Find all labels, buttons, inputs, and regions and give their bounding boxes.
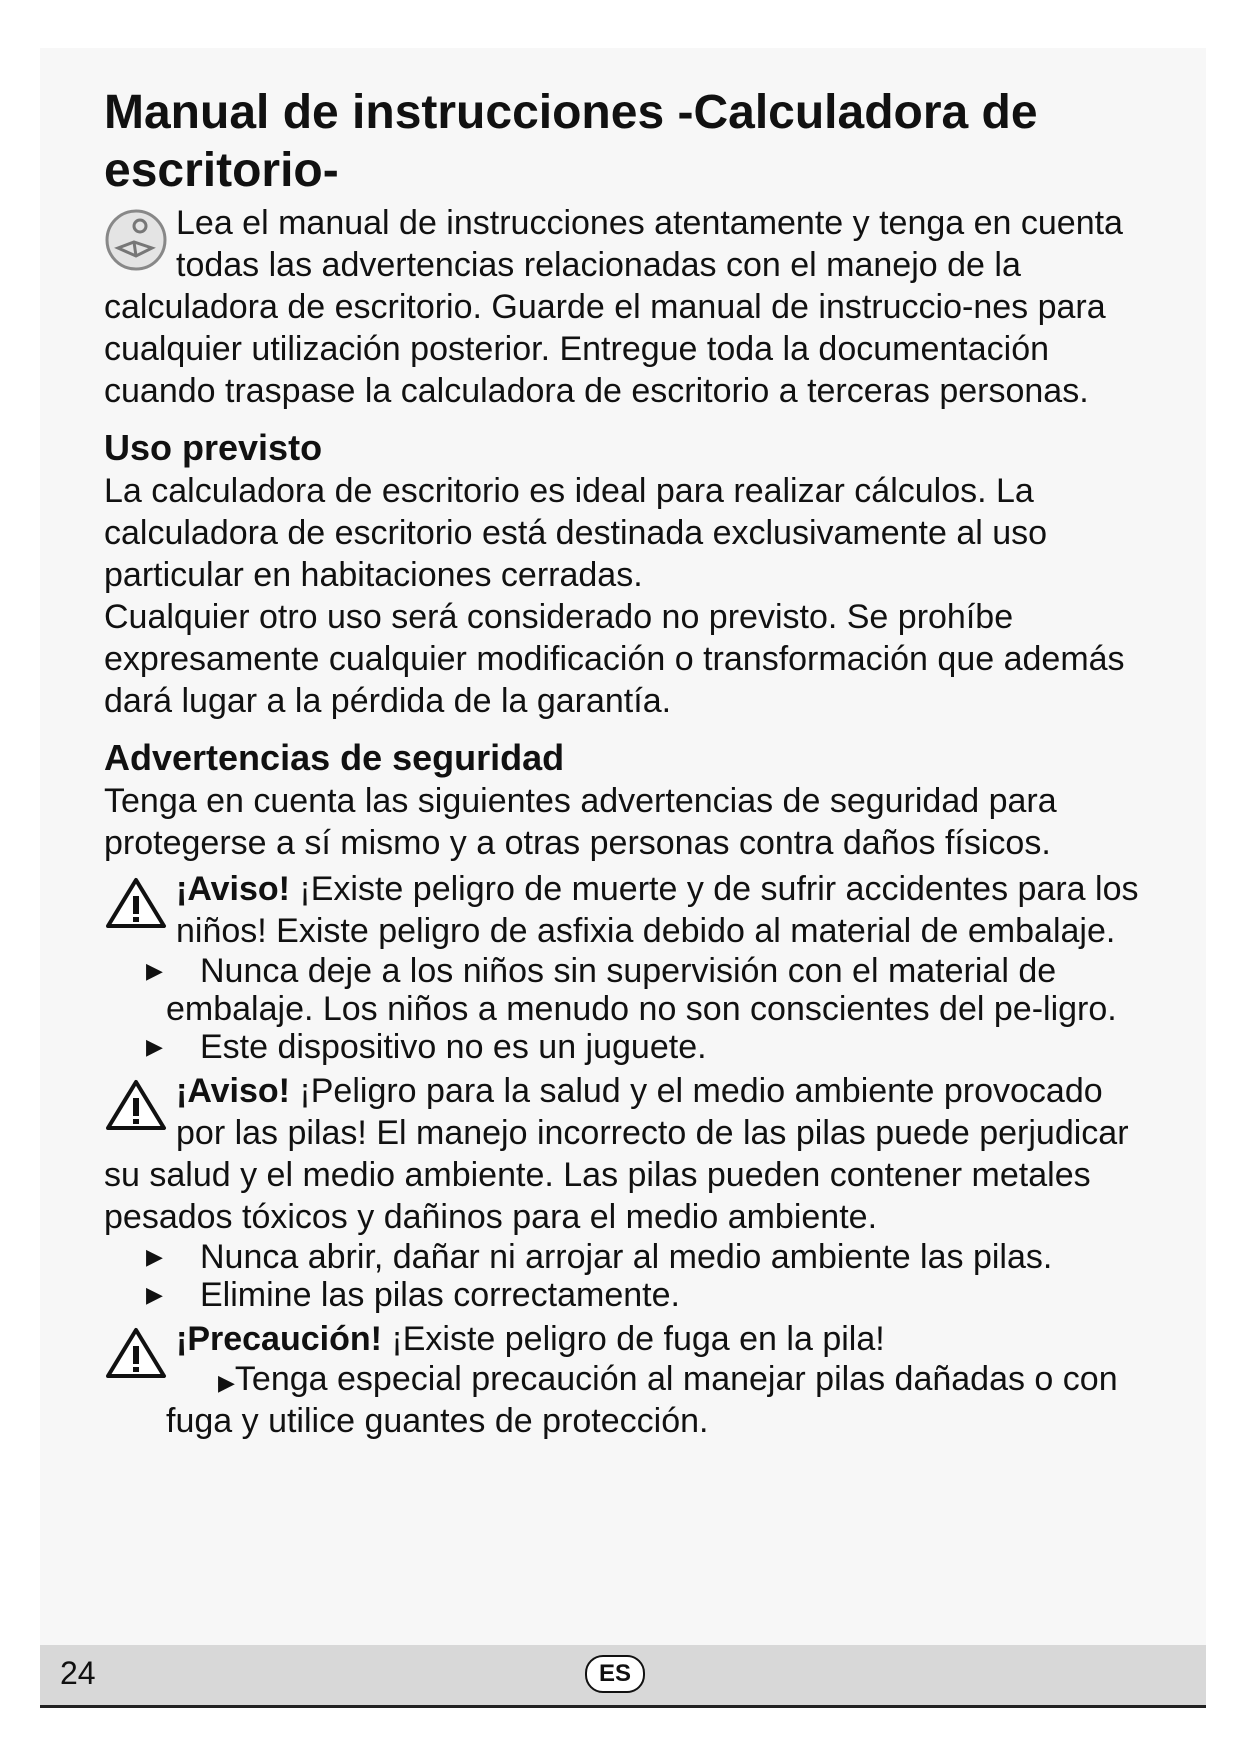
bullet-arrow-icon: ▶	[146, 958, 163, 983]
warning-children-bullets	[104, 952, 1144, 1066]
bullet-arrow-icon: ▶	[146, 1034, 163, 1059]
intro-paragraph	[104, 202, 1144, 412]
page-title: Manual de instrucciones -Calculadora de escritorio-	[104, 86, 1038, 197]
intro-text: Lea el manual de instrucciones atentamente y tenga en cuenta todas las advertencias relacionadas con el manejo de la calculadora de escritorio. Guarde el manual de instruccio-nes para cualquier utilización posterior. Entregue toda la documentación cuando traspase la calculadora de escritorio a terceras personas.	[104, 204, 1123, 410]
section-heading-uso: Uso previsto	[104, 427, 323, 468]
list-item: ▶ Elimine las pilas correctamente.	[146, 1276, 680, 1314]
bullet-arrow-icon: ▶	[146, 1244, 163, 1269]
warning-text: ¡Peligro para la salud y el medio ambiente provocado por las pilas! El manejo incorrecto de las pilas puede perjudicar su salud y el medio ambiente. Las pilas pueden contener metales pesados tóxicos y dañinos para el medio ambiente.	[104, 1072, 1129, 1236]
caution-lead: ¡Precaución!	[176, 1320, 382, 1358]
caution-bullet	[104, 1360, 1144, 1440]
warning-lead: ¡Aviso!	[176, 870, 290, 908]
language-badge: ES	[585, 1655, 645, 1693]
section-heading-seguridad: Advertencias de seguridad	[104, 737, 565, 778]
warning-batteries-bullets	[104, 1238, 1144, 1314]
uso-paragraph-2: Cualquier otro uso será considerado no previsto. Se prohíbe expresamente cualquier modificación o transformación que además dará lugar a la pérdida de la garantía.	[104, 598, 1125, 720]
bullet-arrow-icon: ▶	[146, 1282, 163, 1307]
read-manual-icon	[104, 208, 168, 272]
list-item: ▶ Este dispositivo no es un juguete.	[146, 1028, 707, 1066]
warning-triangle-icon	[104, 876, 168, 932]
manual-content	[104, 84, 1144, 1440]
list-item: ▶ Nunca abrir, dañar ni arrojar al medio ambiente las pilas.	[146, 1238, 1053, 1276]
bullet-arrow-icon: ▶	[218, 1370, 235, 1395]
caution-leak	[104, 1318, 1144, 1360]
warning-triangle-icon	[104, 1078, 168, 1134]
warning-batteries	[104, 1070, 1144, 1238]
uso-paragraph-1: La calculadora de escritorio es ideal para realizar cálculos. La calculadora de escritorio está destinada exclusivamente al uso particular en habitaciones cerradas.	[104, 472, 1048, 594]
warning-text: ¡Existe peligro de muerte y de sufrir accidentes para los niños! Existe peligro de asfixia debido al material de embalaje.	[176, 870, 1139, 950]
page-footer	[40, 1645, 1206, 1708]
warning-children	[104, 868, 1144, 952]
warning-lead: ¡Aviso!	[176, 1072, 290, 1110]
caution-text: ¡Existe peligro de fuga en la pila!	[381, 1320, 885, 1358]
page-number: 24	[60, 1655, 96, 1691]
warning-triangle-icon	[104, 1326, 168, 1382]
seguridad-paragraph: Tenga en cuenta las siguientes advertencias de seguridad para protegerse a sí mismo y a otras personas contra daños físicos.	[104, 782, 1057, 862]
caution-bullet-text: Tenga especial precaución al manejar pilas dañadas o con fuga y utilice guantes de protección.	[166, 1360, 1118, 1440]
list-item: ▶ Nunca deje a los niños sin supervisión con el material de embalaje. Los niños a menudo no son conscientes del pe-ligro.	[146, 952, 1117, 1028]
